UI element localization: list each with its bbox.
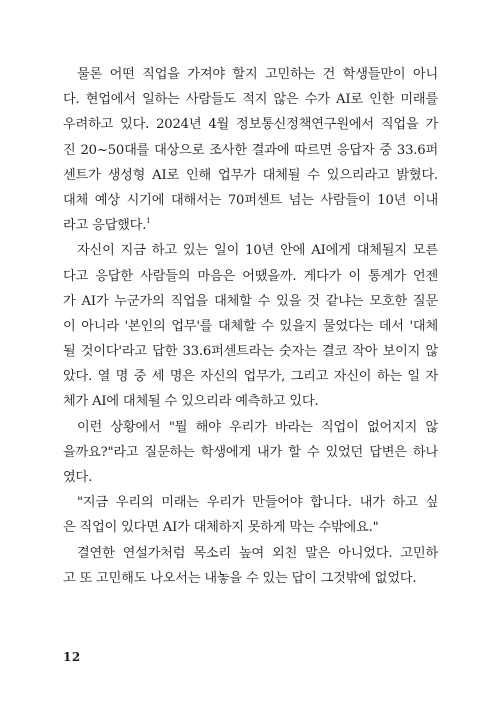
text-line: 고 또 고민해도 나오서는 내놓을 수 있는 답이 그것밖에 없었다. xyxy=(63,570,417,586)
text-line: 은 직업이 있다면 AI가 대체하지 못하게 막는 수밖에요." xyxy=(63,520,379,536)
text-line: 될 것이다'라고 답한 33.6퍼센트라는 숫자는 결코 작아 보이지 않 xyxy=(63,344,438,360)
text-line: 자신이 지금 하고 있는 일이 10년 안에 AI에게 대체될지 모른 xyxy=(77,243,438,259)
footnote-marker: 1 xyxy=(146,217,151,226)
page-number: 12 xyxy=(63,650,81,664)
text-line xyxy=(63,213,438,238)
text-line: 결연한 연설가처럼 목소리 높여 외친 말은 아니었다. 고민하 xyxy=(77,545,438,561)
body-text xyxy=(63,62,438,591)
text-line: 대체 예상 시기에 대해서는 70퍼센트 넘는 사람들이 10년 이내 xyxy=(63,192,438,208)
text-line: 았다. 열 명 중 세 명은 자신의 업무가, 그리고 자신이 하는 일 자 xyxy=(63,369,438,385)
text-line: 체가 AI에 대체될 수 있으리라 예측하고 있다. xyxy=(63,394,319,410)
text-line: 이런 상황에서 "뭘 해야 우리가 바라는 직업이 없어지지 않 xyxy=(77,419,438,435)
text-line: 다. 현업에서 일하는 사람들도 적지 않은 수가 AI로 인한 미래를 xyxy=(63,92,438,108)
text-line: 다고 응답한 사람들의 마음은 어땠을까. 게다가 이 통계가 언젠 xyxy=(63,268,438,284)
text-line: "지금 우리의 미래는 우리가 만들어야 합니다. 내가 하고 싶 xyxy=(77,495,438,511)
text-line: 센트가 생성형 AI로 인해 업무가 대체될 수 있으리라고 밝혔다. xyxy=(63,167,438,183)
text-line: 이 아니라 '본인의 업무'를 대체할 수 있을지 물었다는 데서 '대체 xyxy=(63,318,438,334)
text-line: 을까요?"라고 질문하는 학생에게 내가 할 수 있었던 답변은 하나 xyxy=(63,444,438,460)
text-line: 가 AI가 누군가의 직업을 대체할 수 있을 것 같냐는 모호한 질문 xyxy=(63,293,438,309)
text-line: 였다. xyxy=(63,470,93,485)
text-line: 우려하고 있다. 2024년 4월 정보통신정책연구원에서 직업을 가 xyxy=(63,117,438,133)
text-line: 진 20~50대를 대상으로 조사한 결과에 따르면 응답자 중 33.6퍼 xyxy=(63,142,438,158)
text-segment: 라고 응답했다. xyxy=(63,218,147,234)
text-line: 물론 어떤 직업을 가져야 할지 고민하는 건 학생들만이 아니 xyxy=(77,67,438,82)
